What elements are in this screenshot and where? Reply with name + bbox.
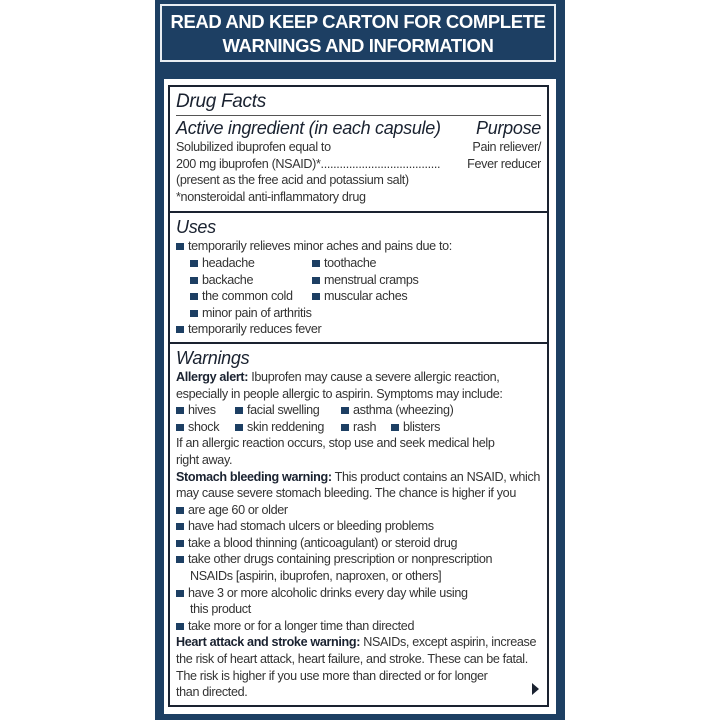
bullet-icon [190,293,198,300]
heart-text: the risk of heart attack, heart failure, and stroke. These can be fatal. [176,652,528,667]
bullet-icon [341,424,349,431]
bullet-icon [190,277,198,284]
symptom: asthma (wheezing) [353,403,454,418]
uses-section [170,213,547,344]
bullet-icon [176,590,184,597]
heart-text: NSAIDs, except aspirin, increase [360,635,537,650]
purpose-line: Fever reducer [467,156,541,171]
drug-facts-section [170,87,547,213]
warnings-title: Warnings [176,347,250,368]
footnote: *nonsteroidal anti-inflammatory drug [176,189,366,204]
bullet-icon [190,260,198,267]
purpose-heading: Purpose [476,118,541,138]
symptom: hives [188,403,216,418]
stomach-item: take more or for a longer time than directed [188,618,415,633]
symptom: shock [188,419,220,434]
bullet-icon [312,260,320,267]
divider [176,115,541,116]
header-line-2: WARNINGS AND INFORMATION [222,35,494,56]
stomach-item: have 3 or more alcoholic drinks every day while using [188,585,468,600]
bullet-icon [312,277,320,284]
active-ingredient-heading: Active ingredient (in each capsule) [176,118,441,138]
symptom: blisters [403,419,441,434]
use-item: muscular aches [324,289,408,304]
bullet-icon [176,507,184,514]
heart-text: The risk is higher if you use more than directed or for longer [176,668,488,683]
bullet-icon [176,540,184,547]
bullet-icon [176,407,184,414]
allergy-text: especially in people allergic to aspirin. Symptoms may include: [176,386,503,401]
bullet-icon [190,310,198,317]
uses-title: Uses [176,217,216,238]
bullet-icon [235,407,243,414]
ingredient-line: 200 mg ibuprofen (NSAID)*...................................... [176,156,441,171]
purpose-line: Pain reliever/ [472,140,541,154]
carton-header [160,4,556,62]
bullet-icon [176,326,184,333]
stomach-text: may cause severe stomach bleeding. The chance is higher if you [176,486,516,501]
uses-intro: temporarily relieves minor aches and pains due to: [188,239,452,254]
symptom: rash [353,419,377,434]
stomach-item: have had stomach ulcers or bleeding problems [188,519,434,534]
use-item: backache [202,272,254,287]
ingredient-line: Solubilized ibuprofen equal to [176,140,331,154]
drug-facts-box [168,85,549,707]
bullet-icon [176,623,184,630]
stomach-item: take a blood thinning (anticoagulant) or steroid drug [188,535,458,550]
stomach-item-continued: NSAIDs [aspirin, ibuprofen, naproxen, or others] [190,569,442,584]
bullet-icon [312,293,320,300]
continue-arrow-icon [532,683,539,695]
drug-facts-title: Drug Facts [176,91,266,112]
use-item: menstrual cramps [324,272,419,287]
use-item: the common cold [202,289,293,304]
heart-text: than directed. [176,685,248,700]
bullet-icon [391,424,399,431]
stomach-item: take other drugs containing prescription or nonprescription [188,552,493,567]
bullet-icon [341,407,349,414]
stomach-text: This product contains an NSAID, which [331,469,541,484]
bullet-icon [176,523,184,530]
symptom: facial swelling [247,403,320,418]
use-item: toothache [324,255,377,270]
header-line-1: READ AND KEEP CARTON FOR COMPLETE [170,11,546,32]
uses-fever: temporarily reduces fever [188,322,322,337]
bullet-icon [176,556,184,563]
bullet-icon [176,243,184,250]
stomach-item: are age 60 or older [188,502,288,517]
bullet-icon [235,424,243,431]
stomach-label: Stomach bleeding warning: [176,469,332,484]
allergy-text: Ibuprofen may cause a severe allergic reaction, [248,369,500,384]
allergy-text: right away. [176,452,233,467]
ingredient-line: (present as the free acid and potassium salt) [176,173,409,188]
use-item: minor pain of arthritis [202,305,312,320]
bullet-icon [176,424,184,431]
allergy-label: Allergy alert: [176,369,249,384]
use-item: headache [202,255,255,270]
heart-label: Heart attack and stroke warning: [176,635,361,650]
stomach-item-continued: this product [190,602,251,617]
warnings-section [170,344,547,707]
symptom: skin reddening [247,419,325,434]
allergy-text: If an allergic reaction occurs, stop use and seek medical help [176,436,495,451]
